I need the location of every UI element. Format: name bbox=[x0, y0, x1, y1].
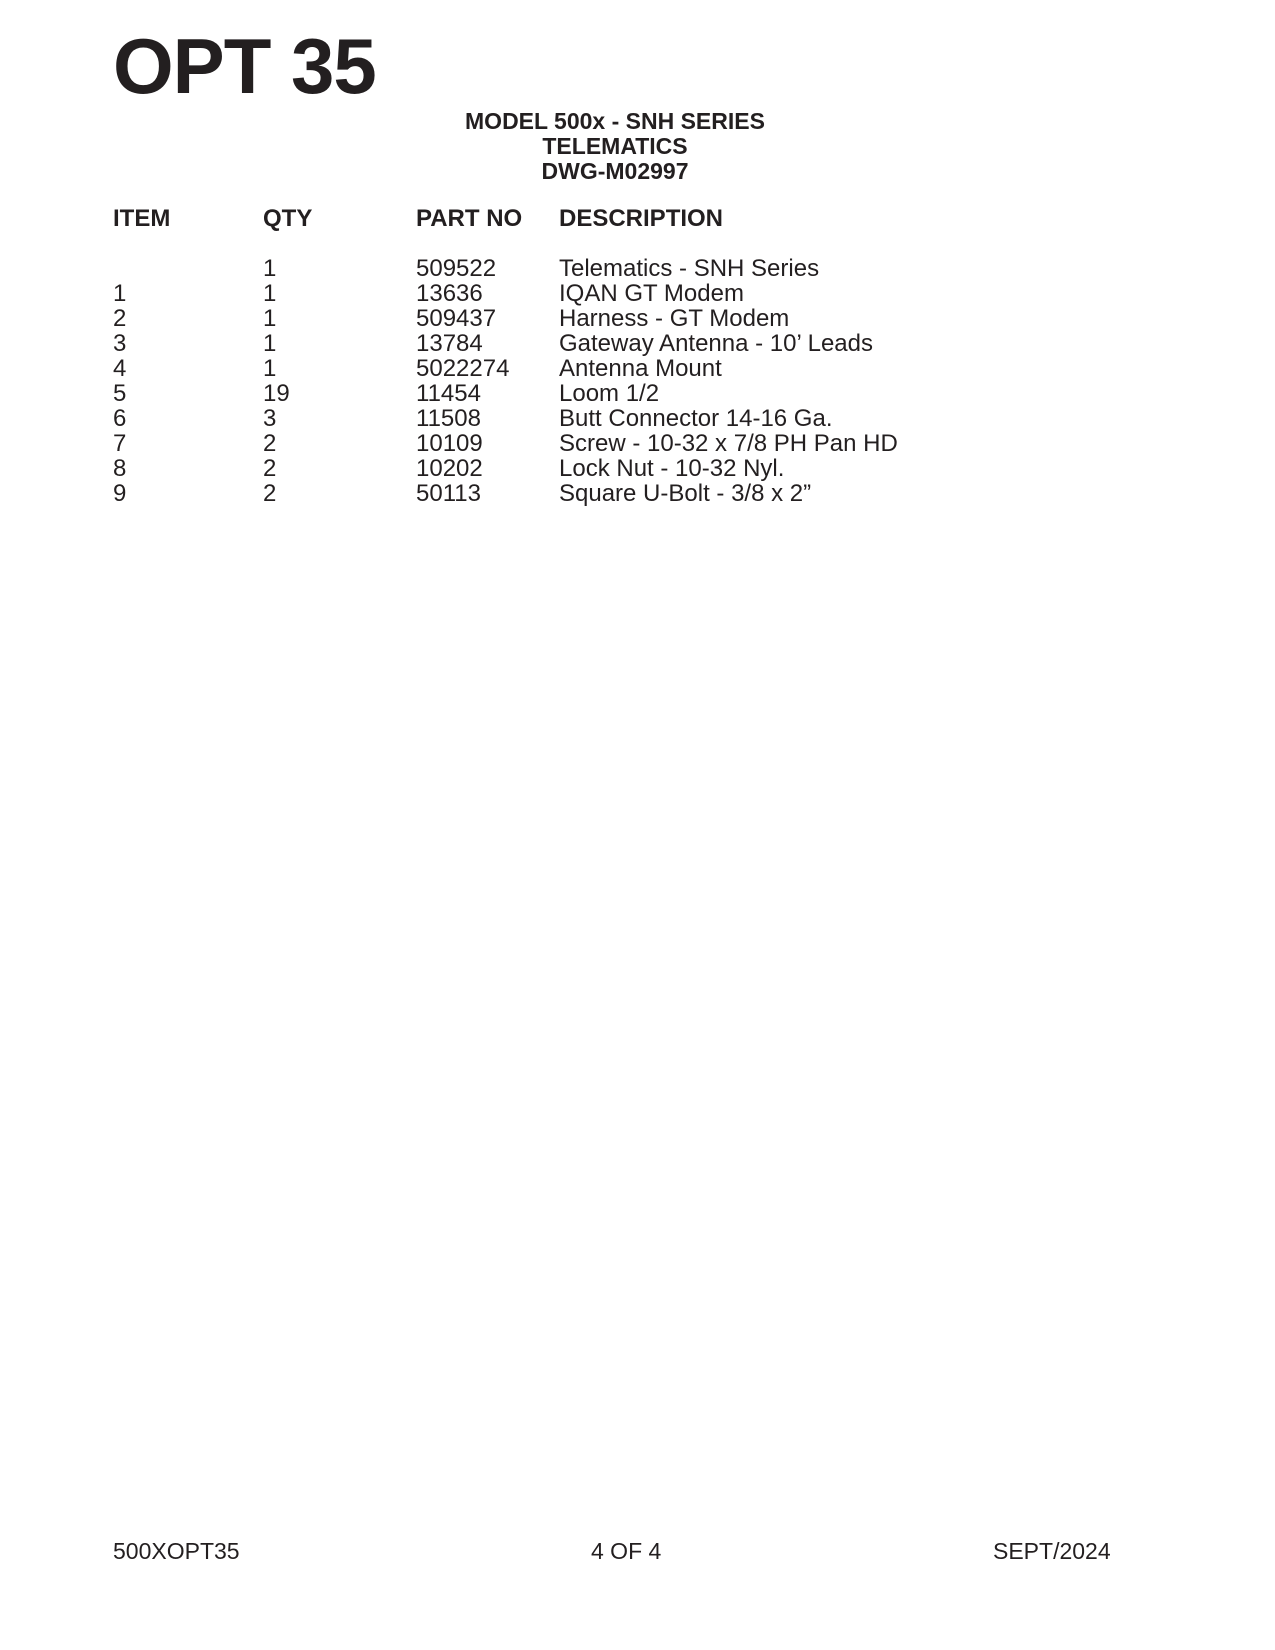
parts-table bbox=[113, 206, 1009, 506]
model-title: MODEL 500x - SNH SERIES bbox=[465, 108, 765, 134]
footer-date: SEPT/2024 bbox=[993, 1538, 1111, 1564]
cell-item bbox=[113, 256, 263, 281]
cell-item: 9 bbox=[113, 480, 127, 507]
cell-description: Harness - GT Modem bbox=[559, 305, 790, 332]
cell-description: Gateway Antenna - 10’ Leads bbox=[559, 330, 873, 357]
cell-description: Antenna Mount bbox=[559, 355, 722, 382]
cell-item: 2 bbox=[113, 305, 127, 332]
cell-part-no: 13636 bbox=[416, 280, 483, 307]
table-row bbox=[113, 356, 1009, 381]
cell-qty: 1 bbox=[263, 330, 277, 357]
table-row bbox=[113, 256, 1009, 281]
table-spacer bbox=[113, 231, 1009, 256]
drawing-number: DWG-M02997 bbox=[541, 158, 689, 184]
footer-doc-code: 500XOPT35 bbox=[113, 1538, 240, 1564]
cell-qty: 3 bbox=[263, 405, 277, 432]
section-title: TELEMATICS bbox=[542, 133, 688, 159]
cell-description: Telematics - SNH Series bbox=[559, 255, 820, 282]
cell-part-no: 5022274 bbox=[416, 355, 510, 382]
cell-description: IQAN GT Modem bbox=[559, 280, 744, 307]
cell-item: 3 bbox=[113, 330, 127, 357]
cell-part-no: 509522 bbox=[416, 255, 497, 282]
cell-item: 1 bbox=[113, 280, 127, 307]
page-title: OPT 35 bbox=[113, 22, 376, 110]
header-item: ITEM bbox=[113, 205, 171, 232]
table-row bbox=[113, 281, 1009, 306]
cell-description: Screw - 10-32 x 7/8 PH Pan HD bbox=[559, 430, 898, 457]
cell-part-no: 10202 bbox=[416, 455, 483, 482]
cell-item: 6 bbox=[113, 405, 127, 432]
cell-qty: 1 bbox=[263, 255, 277, 282]
cell-qty: 1 bbox=[263, 305, 277, 332]
header-qty: QTY bbox=[263, 205, 313, 232]
table-row bbox=[113, 381, 1009, 406]
cell-description: Loom 1/2 bbox=[559, 380, 660, 407]
cell-part-no: 13784 bbox=[416, 330, 483, 357]
cell-part-no: 11454 bbox=[416, 380, 481, 407]
table-row bbox=[113, 331, 1009, 356]
table-row bbox=[113, 406, 1009, 431]
cell-qty: 1 bbox=[263, 355, 277, 382]
cell-part-no: 50113 bbox=[416, 480, 481, 507]
cell-description: Square U-Bolt - 3/8 x 2” bbox=[559, 480, 812, 507]
cell-item: 4 bbox=[113, 355, 127, 382]
cell-qty: 19 bbox=[263, 380, 290, 407]
cell-part-no: 509437 bbox=[416, 305, 497, 332]
cell-qty: 2 bbox=[263, 455, 277, 482]
cell-item: 8 bbox=[113, 455, 127, 482]
table-row bbox=[113, 306, 1009, 331]
cell-description: Butt Connector 14-16 Ga. bbox=[559, 405, 833, 432]
header-part-no: PART NO bbox=[416, 205, 523, 232]
subtitle-block bbox=[0, 109, 1230, 184]
cell-part-no: 10109 bbox=[416, 430, 483, 457]
footer-page-number: 4 OF 4 bbox=[591, 1538, 662, 1564]
cell-item: 7 bbox=[113, 430, 127, 457]
table-row bbox=[113, 481, 1009, 506]
cell-qty: 2 bbox=[263, 480, 277, 507]
cell-qty: 1 bbox=[263, 280, 277, 307]
cell-description: Lock Nut - 10-32 Nyl. bbox=[559, 455, 785, 482]
table-row bbox=[113, 456, 1009, 481]
cell-qty: 2 bbox=[263, 430, 277, 457]
header-description: DESCRIPTION bbox=[559, 205, 724, 232]
cell-item: 5 bbox=[113, 380, 127, 407]
table-row bbox=[113, 431, 1009, 456]
table-header-row bbox=[113, 206, 1009, 231]
cell-part-no: 11508 bbox=[416, 405, 481, 432]
